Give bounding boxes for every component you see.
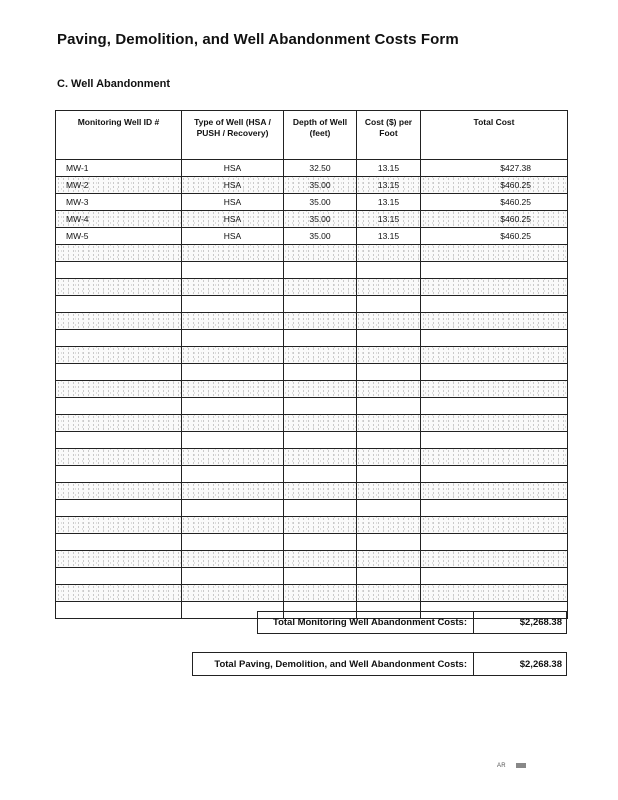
cell-depth: 35.00 <box>284 228 357 245</box>
cell-cost: 13.15 <box>357 160 421 177</box>
cell-well-id: MW-3 <box>56 194 182 211</box>
cell-total: $427.38 <box>421 160 568 177</box>
empty-row <box>56 568 568 585</box>
empty-row <box>56 347 568 364</box>
cell-type: HSA <box>182 194 284 211</box>
cell-cost: 13.15 <box>357 177 421 194</box>
empty-row <box>56 330 568 347</box>
grand-total-value: $2,268.38 <box>519 658 562 670</box>
empty-row <box>56 483 568 500</box>
cell-well-id: MW-5 <box>56 228 182 245</box>
header-total: Total Cost <box>421 111 568 160</box>
empty-row <box>56 534 568 551</box>
cell-depth: 32.50 <box>284 160 357 177</box>
header-cost: Cost ($) per Foot <box>357 111 421 160</box>
cell-cost: 13.15 <box>357 228 421 245</box>
empty-row <box>56 245 568 262</box>
cell-well-id: MW-2 <box>56 177 182 194</box>
cell-cost: 13.15 <box>357 211 421 228</box>
cell-type: HSA <box>182 160 284 177</box>
table-row <box>56 211 568 228</box>
empty-row <box>56 279 568 296</box>
empty-row <box>56 313 568 330</box>
empty-row <box>56 262 568 279</box>
empty-row <box>56 364 568 381</box>
form-title: Paving, Demolition, and Well Abandonment Costs Form <box>57 31 459 48</box>
table-row <box>56 228 568 245</box>
empty-row <box>56 296 568 313</box>
cell-well-id: MW-4 <box>56 211 182 228</box>
grand-total-box <box>192 652 567 676</box>
empty-row <box>56 466 568 483</box>
cell-total: $460.25 <box>421 194 568 211</box>
table-row <box>56 194 568 211</box>
cell-depth: 35.00 <box>284 211 357 228</box>
cell-total: $460.25 <box>421 211 568 228</box>
monitoring-total-label: Total Monitoring Well Abandonment Costs: <box>258 612 474 633</box>
grand-total-label: Total Paving, Demolition, and Well Abandonment Costs: <box>193 653 474 675</box>
cell-total: $460.25 <box>421 177 568 194</box>
monitoring-total-value: $2,268.38 <box>519 617 562 628</box>
cell-depth: 35.00 <box>284 194 357 211</box>
cell-type: HSA <box>182 211 284 228</box>
empty-row <box>56 398 568 415</box>
empty-row <box>56 551 568 568</box>
cell-total: $460.25 <box>421 228 568 245</box>
empty-row <box>56 517 568 534</box>
empty-row <box>56 585 568 602</box>
section-heading: C. Well Abandonment <box>57 78 171 90</box>
table-row <box>56 160 568 177</box>
cell-depth: 35.00 <box>284 177 357 194</box>
empty-row <box>56 381 568 398</box>
empty-row <box>56 415 568 432</box>
well-abandonment-table <box>55 110 568 619</box>
empty-row <box>56 432 568 449</box>
table-header-row <box>56 111 568 160</box>
header-depth: Depth of Well (feet) <box>284 111 357 160</box>
header-type: Type of Well (HSA / PUSH / Recovery) <box>182 111 284 160</box>
monitoring-total-box <box>257 611 567 634</box>
table-row <box>56 177 568 194</box>
header-well-id: Monitoring Well ID # <box>56 111 182 160</box>
cell-well-id: MW-1 <box>56 160 182 177</box>
footer-stamp-mark <box>516 763 526 768</box>
footer-code: AR <box>497 763 506 770</box>
empty-row <box>56 500 568 517</box>
empty-row <box>56 449 568 466</box>
cell-cost: 13.15 <box>357 194 421 211</box>
cell-type: HSA <box>182 228 284 245</box>
cell-type: HSA <box>182 177 284 194</box>
page-footer <box>497 763 526 769</box>
